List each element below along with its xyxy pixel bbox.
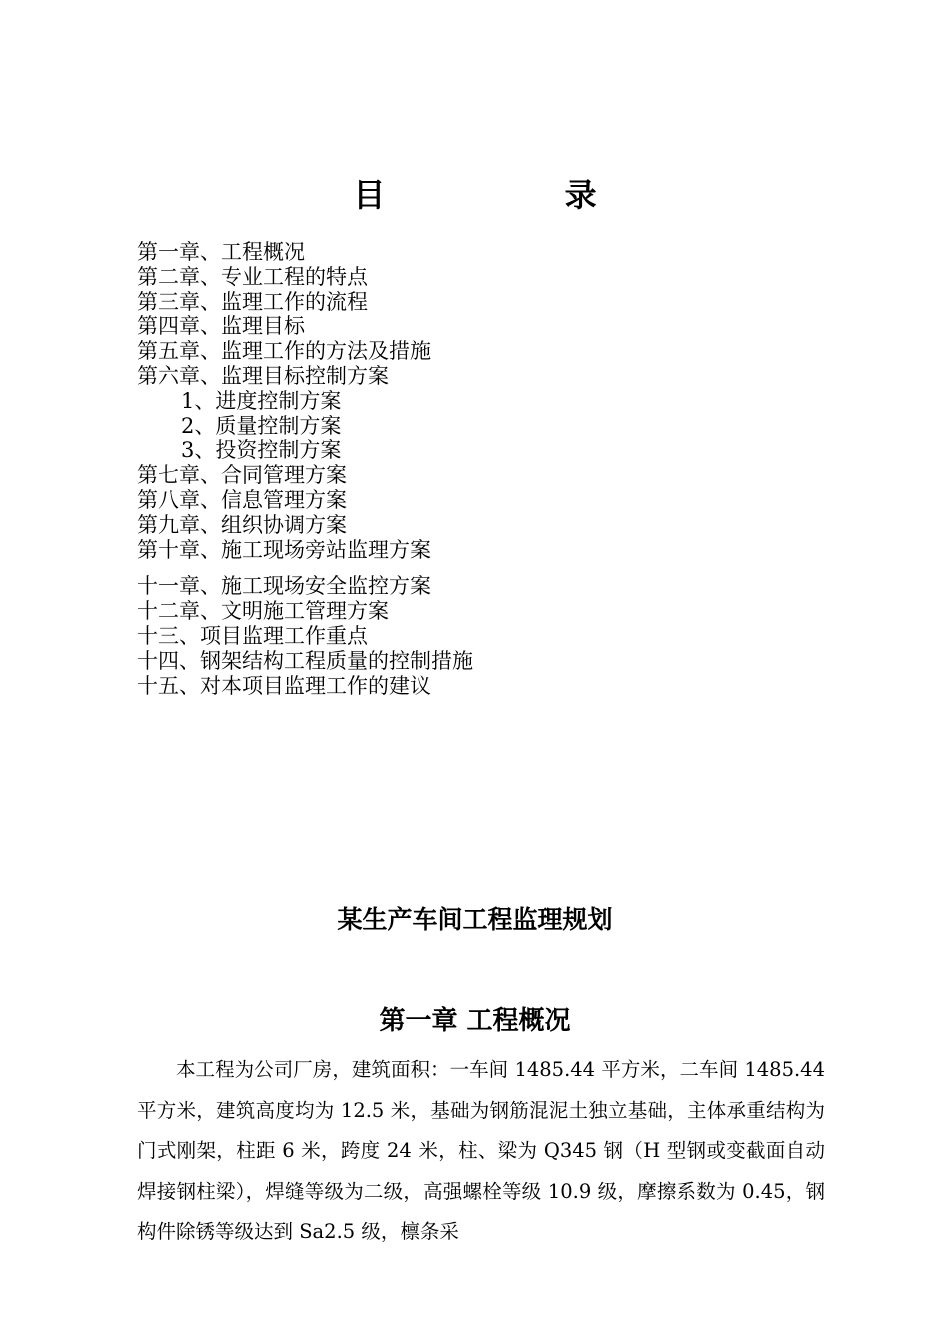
body-paragraph: 本工程为公司厂房，建筑面积：一车间 1485.44 平方米，二车间 1485.44 平方米，建筑高度均为 12.5 米，基础为钢筋混泥土独立基础，主体承重结构为门式刚架，柱距 6 米，跨度 24 米，柱、梁为 Q345 钢（H 型钢或变截面自动焊接钢柱梁），焊缝等级为二级，高强螺栓等级 10.9 级，摩擦系数为 0.45，钢构件除锈等级达到 Sa2.5 级，檩条采 [137, 1058, 825, 1243]
toc-item: 第六章、监理目标控制方案 [137, 363, 389, 388]
chapter-title: 第一章 工程概况 [379, 1006, 571, 1036]
toc-item: 第一章、工程概况 [137, 240, 305, 264]
toc-item: 十五、对本项目监理工作的建议 [137, 673, 431, 698]
toc-item: 第八章、信息管理方案 [137, 487, 347, 512]
toc-item: 第四章、监理目标 [137, 314, 305, 339]
toc-item: 3、投资控制方案 [181, 438, 342, 463]
toc-item: 十二章、文明施工管理方案 [137, 599, 389, 624]
toc-item: 第十章、施工现场旁站监理方案 [137, 537, 431, 562]
toc-item: 1、进度控制方案 [181, 388, 342, 413]
toc-item: 第七章、合同管理方案 [137, 463, 347, 488]
toc-item: 十四、钢架结构工程质量的控制措施 [137, 648, 473, 673]
toc-item: 十三、项目监理工作重点 [137, 623, 368, 648]
table-of-contents [137, 240, 837, 698]
toc-item: 第三章、监理工作的流程 [137, 289, 368, 314]
toc-title: 目 录 [353, 176, 681, 214]
toc-item: 十一章、施工现场安全监控方案 [137, 574, 431, 599]
document-title: 某生产车间工程监理规划 [337, 905, 613, 934]
toc-item: 第二章、专业工程的特点 [137, 264, 368, 289]
toc-item: 第五章、监理工作的方法及措施 [137, 339, 431, 364]
toc-item: 第九章、组织协调方案 [137, 512, 347, 537]
toc-item: 2、质量控制方案 [181, 413, 342, 438]
